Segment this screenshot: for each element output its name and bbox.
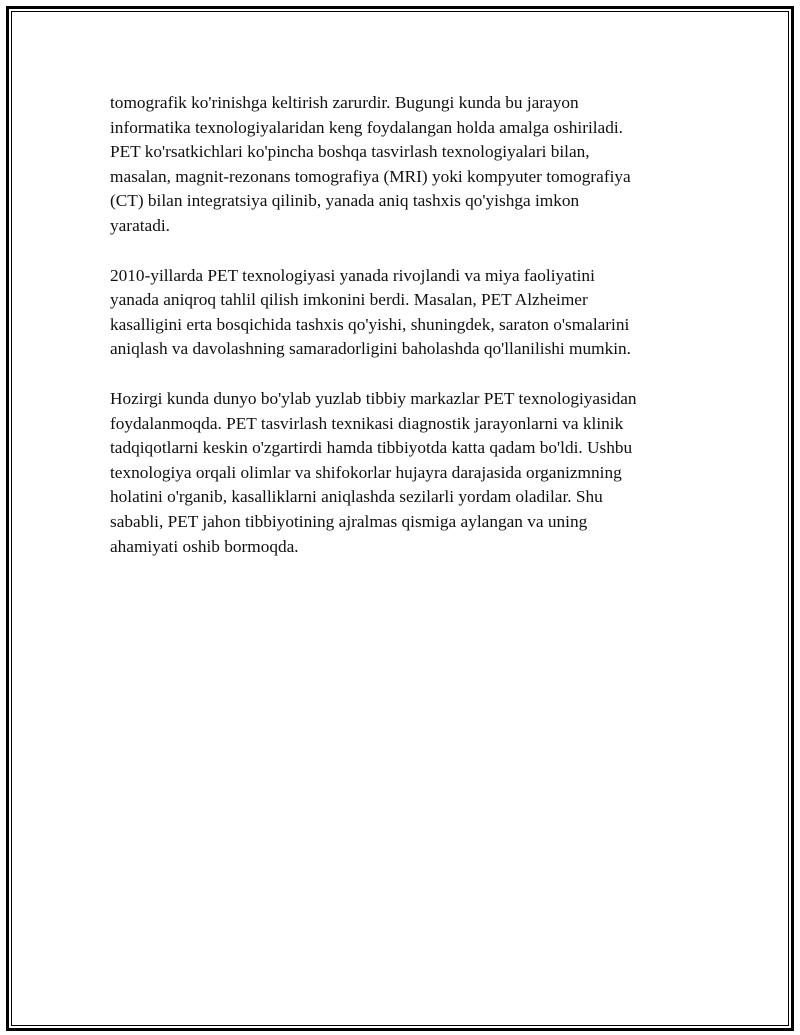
text-line: texnologiya orqali olimlar va shifokorlar hujayra darajasida organizmning (110, 462, 622, 482)
text-line: 2010-yillarda PET texnologiyasi yanada rivojlandi va miya faoliyatini (110, 265, 595, 285)
text-line: PET ko'rsatkichlari ko'pincha boshqa tasvirlash texnologiyalari bilan, (110, 142, 590, 162)
text-line: yanada aniqroq tahlil qilish imkonini berdi. Masalan, PET Alzheimer (110, 290, 588, 310)
text-line: sababli, PET jahon tibbiyotining ajralmas qismiga aylangan va uning (110, 511, 588, 531)
paragraph-2 (110, 264, 700, 362)
text-line: aniqlash va davolashning samaradorligini baholashda qo'llanilishi mumkin. (110, 339, 631, 359)
text-line: (CT) bilan integratsiya qilinib, yanada aniq tashxis qo'yishga imkon (110, 191, 580, 211)
text-line: tomografik ko'rinishga keltirish zarurdir. Bugungi kunda bu jarayon (110, 93, 579, 112)
text-line: holatini o'rganib, kasalliklarni aniqlashda sezilarli yordam oladilar. Shu (110, 487, 603, 507)
text-line: kasalligini erta bosqichida tashxis qo'yishi, shuningdek, saraton o'smalarini (110, 314, 630, 334)
text-line: ahamiyati oshib bormoqda. (110, 536, 299, 556)
text-line: foydalanmoqda. PET tasvirlash texnikasi diagnostik jarayonlarni va klinik (110, 413, 624, 433)
paragraph-3 (110, 387, 700, 559)
text-line: Hozirgi kunda dunyo bo'ylab yuzlab tibbiy markazlar PET texnologiyasidan (110, 388, 637, 408)
paragraph-1 (110, 91, 700, 239)
document-body (110, 91, 700, 584)
text-line: informatika texnologiyalaridan keng foydalangan holda amalga oshiriladi. (110, 117, 623, 137)
text-line: masalan, magnit-rezonans tomografiya (MRI) yoki kompyuter tomografiya (110, 166, 631, 186)
text-line: yaratadi. (110, 215, 170, 235)
text-line: tadqiqotlarni keskin o'zgartirdi hamda tibbiyotda katta qadam bo'ldi. Ushbu (110, 438, 633, 458)
